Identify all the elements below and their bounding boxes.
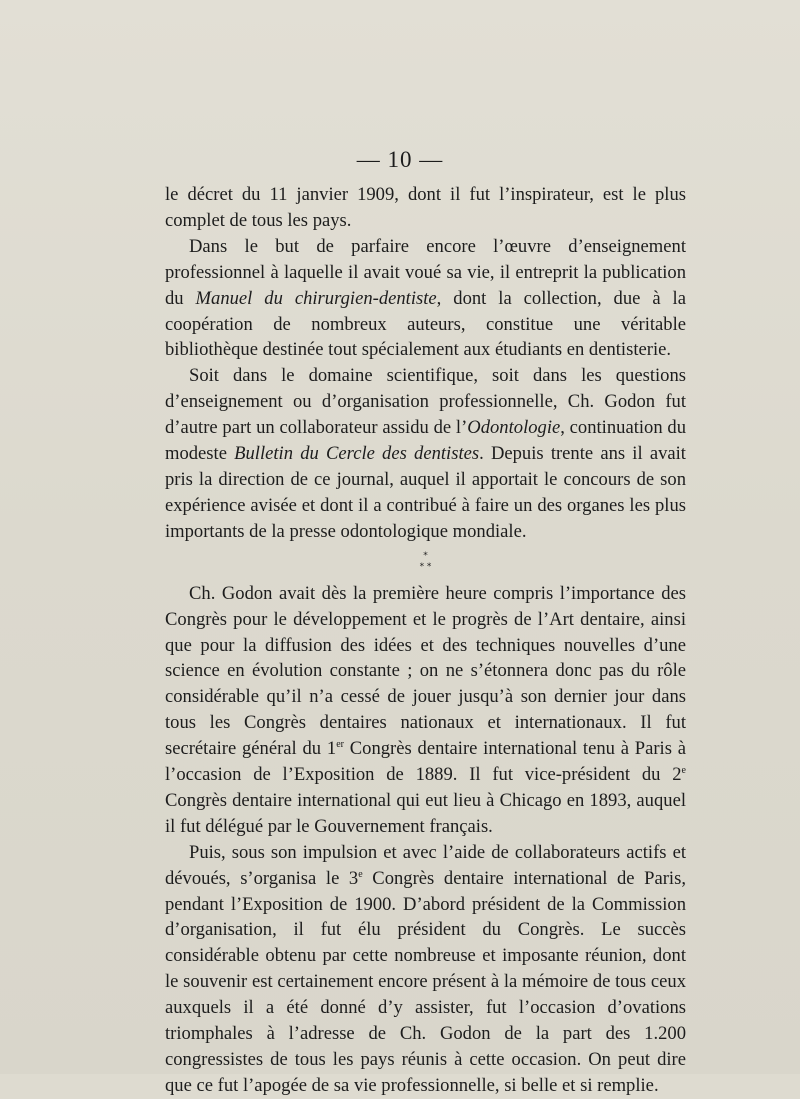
body-text [165,182,686,1099]
paragraph-3-italic-bulletin: Bulletin du Cercle des dentistes [234,443,480,465]
paragraph-1-text: le décret du 11 janvier 1909, dont il fut l’inspirateur, est le plus complet de tous les pays. [165,184,686,231]
paragraph-2-text-b: , dont la collection, due à la coopération de nombreux auteurs, constitue une véritable bibliothèque destinée tout spécialement aux étudiants en dentisterie. [165,287,686,361]
paragraph-5-sup: e [358,868,363,880]
paragraph-4-sup-2: e [681,764,686,776]
asterism-divider [165,551,686,573]
paragraph-5-text-a: Puis, sous son impulsion et avec l’aide de collaborateurs actifs et dévoués, s’organisa le 3 [165,841,686,889]
page-number: — 10 — [356,147,444,172]
paragraph-3-text-c: . Depuis trente ans il avait pris la direction de ce journal, auquel il apportait le concours de son expérience avisée et dont il a contribué à faire un des organes les plus importants de la presse odontologique mondiale. [165,443,686,542]
paragraph-2-italic-title: Manuel du chirurgien-dentiste [195,287,437,309]
paragraph-4 [165,581,686,840]
paragraph-2 [165,234,686,364]
paragraph-3-text-b: , continuation du modeste [165,417,686,465]
paragraph-4-sup-1: er [336,738,344,750]
asterism-bottom: * * [419,561,432,572]
paragraph-1 [165,182,686,234]
paragraph-3 [165,363,686,544]
paragraph-2-text-a: Dans le but de parfaire encore l’œuvre d’enseignement professionnel à laquelle il avait voué sa vie, il entreprit la publication du [165,235,686,309]
asterism-top: * [423,550,428,561]
paragraph-5 [165,840,686,1099]
paragraph-3-italic-odontologie: Odontologie [467,417,561,439]
paragraph-4-text-a: Ch. Godon avait dès la première heure compris l’importance des Congrès pour le développement et le progrès de l’Art dentaire, ainsi que pour la diffusion des idées et des techniques nouvelles d’une science en évolution constante ; on ne s’étonnera donc pas du rôle considérable qu’il n’a cessé de jouer jusqu’à son dernier jour dans tous les Congrès dentaires nationaux et internationaux. Il fut secrétaire général du 1 [165,582,686,760]
paragraph-5-text-b: Congrès dentaire international de Paris, pendant l’Exposition de 1900. D’abord président de la Commission d’organisation, il fut élu président du Congrès. Le succès considérable obtenu par cette nombreuse et imposante réunion, dont le souvenir est certainement encore présent à la mémoire de tous ceux auxquels il a été donné d’y assister, fut l’occasion d’ovations triomphales à l’adresse de Ch. Godon de la part des 1.200 congressistes de tous les pays réunis à cette occasion. On peut dire que ce fut l’apogée de sa vie professionnelle, si belle et si remplie. [165,867,686,1096]
paragraph-4-text-b: Congrès dentaire international tenu à Paris à l’occasion de l’Exposition de 1889. Il fut vice-président du 2 [165,738,687,786]
paragraph-4-text-c: Congrès dentaire international qui eut lieu à Chicago en 1893, auquel il fut délégué par le Gouvernement français. [165,789,686,837]
paragraph-3-text-a: Soit dans le domaine scientifique, soit dans les questions d’enseignement ou d’organisation professionnelle, Ch. Godon fut d’autre part un collaborateur assidu de l’ [165,365,686,439]
